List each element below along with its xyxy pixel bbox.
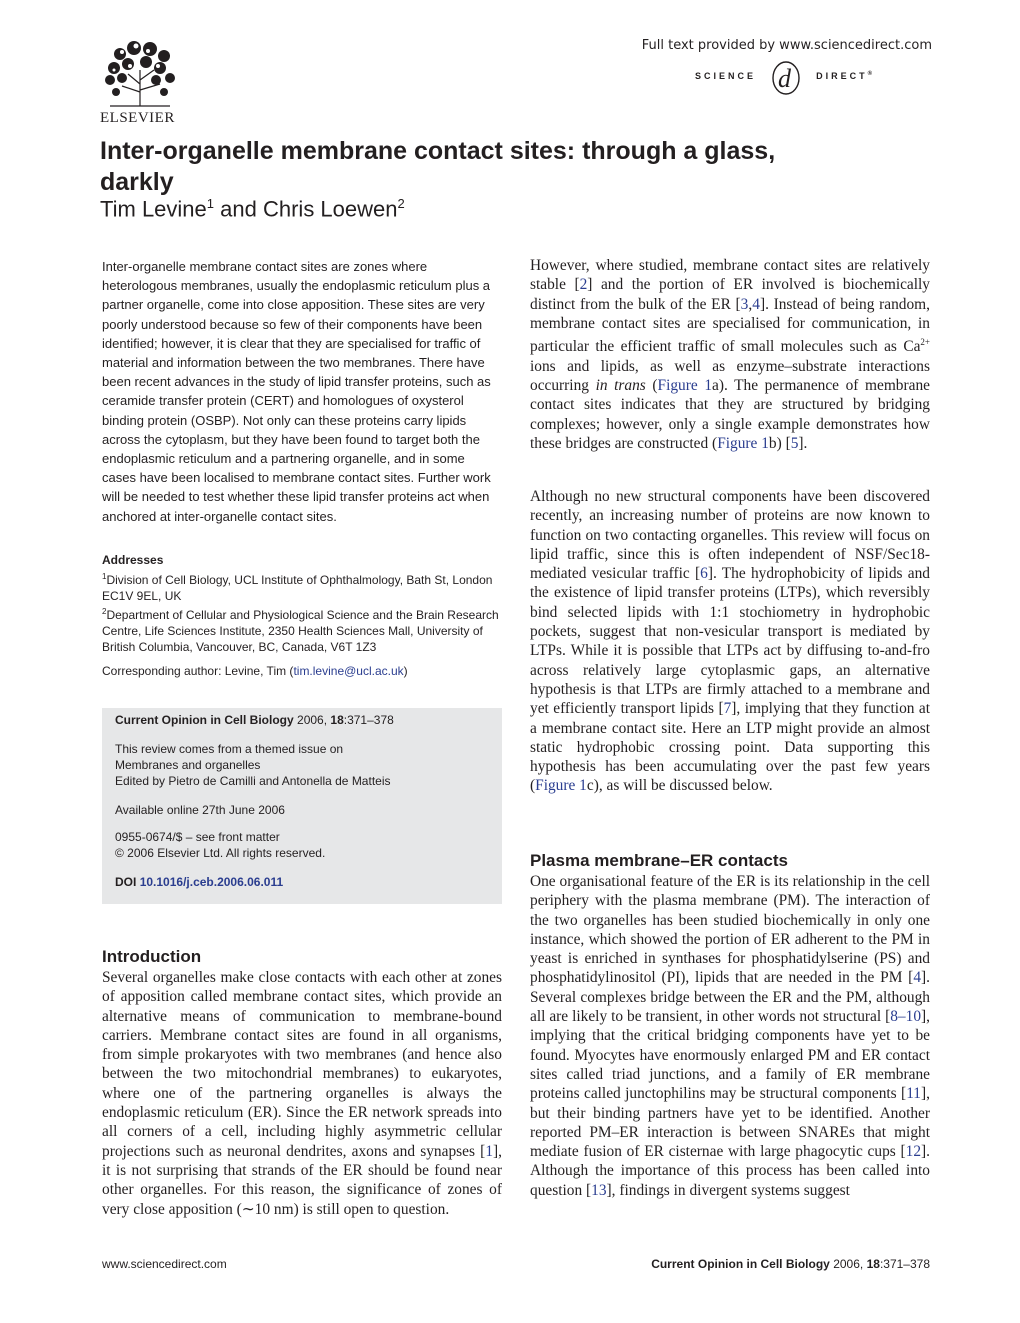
- journal-year: 2006,: [297, 713, 328, 727]
- abstract: Inter-organelle membrane contact sites are zones where heterologous membranes, usually the endoplasmic reticulum plus a partner organelle, come into close apposition. These sites are very poorly understood because so few of their components have been identified; however, it is clear that they are specialised for traffic of material and information between the two membranes. There have been recent advances in the study of lipid transfer proteins, such as ceramide transfer protein (CERT) and homologues of oxysterol binding protein (OSBP). Not only can these proteins carry lipids across the cytoplasm, but they have been found to target both the endoplasmic reticulum and a partnering organelle, and in some cases have been localised to membrane contact sites. Further work will be needed to test whether these lipid transfer proteins act when anchored at inter-organelle contact sites.: [102, 259, 491, 524]
- body-text: c), as will be discussed below.: [586, 777, 773, 795]
- available-online: Available online 27th June 2006: [115, 803, 285, 817]
- footer-website[interactable]: www.sciencedirect.com: [102, 1257, 227, 1271]
- body-text: ]. The hydrophobicity of lipids and the existence of lipid transfer proteins (LTPs), which reversibly bind selected lipids with 1:1 stochiometry in hydrophobic pockets, suggest that non-vesicular transport is mediated by LTPs. While it is possible that LTPs act by diffusing to-and-fro across relatively large cytoplasmic gaps, an alternative hypothesis is that LTPs are firmly attached to a membrane and yet efficiently transport lipids [: [530, 565, 930, 718]
- footer-citation: [651, 1257, 930, 1271]
- body-paragraph: [530, 872, 930, 1200]
- address-text: Division of Cell Biology, UCL Institute of Ophthalmology, Bath St, London EC1V 9EL, UK: [102, 573, 493, 603]
- doi-link[interactable]: 10.1016/j.ceb.2006.06.011: [139, 875, 284, 889]
- reference-link[interactable]: 13: [591, 1181, 607, 1199]
- elsevier-tree-icon: [100, 40, 180, 108]
- footer-journal: Current Opinion in Cell Biology: [651, 1257, 830, 1271]
- body-text: ], implying that they function at a membrane contact site. Here an LTP might provide an almost static hydrophobic crossing point. Data supporting this hypothesis has been accumulating over the past few years (: [530, 700, 931, 795]
- copyright-line: © 2006 Elsevier Ltd. All rights reserved.: [115, 846, 326, 860]
- themed-issue-topic: Membranes and organelles: [115, 758, 261, 772]
- sd-logo-direct: [816, 71, 875, 81]
- addresses-heading: Addresses: [102, 553, 164, 567]
- body-text: Although no new structural components have been discovered recently, an increasing number of proteins are now known to function on two contacting organelles. This review will focus on lipid traffic, since this is often independent of NSF/Sec18-mediated vesicular traffic [: [530, 488, 930, 583]
- superscript: 2+: [920, 337, 930, 348]
- themed-issue-line: This review comes from a themed issue on: [115, 742, 344, 756]
- addresses: [102, 552, 502, 655]
- author-affiliation-marker: 2: [397, 196, 405, 211]
- body-text: a). The permanence of membrane contact sites indicates that they are structured by bridging complexes; however, only a single example demonstrates how these bridges are constructed (: [530, 376, 930, 452]
- reference-link[interactable]: 1: [485, 1142, 494, 1160]
- journal-pages: :371–378: [343, 713, 394, 727]
- body-paragraph: [530, 487, 930, 796]
- body-text: (: [645, 376, 658, 394]
- fulltext-notice[interactable]: Full text provided by www.sciencedirect.com: [641, 38, 932, 53]
- reference-link[interactable]: 11: [906, 1085, 922, 1103]
- address-marker: 1: [102, 572, 107, 581]
- journal-citation: [115, 712, 490, 728]
- figure-link[interactable]: Figure 1: [717, 434, 769, 452]
- body-text: ], findings in divergent systems suggest: [606, 1181, 850, 1199]
- elsevier-wordmark: ELSEVIER: [100, 110, 175, 126]
- reference-link[interactable]: 7: [723, 700, 732, 718]
- address-marker: 2: [102, 607, 107, 616]
- body-text: ]. Although the importance of this process has been called into question [: [530, 1143, 930, 1199]
- address-item: [102, 604, 502, 655]
- reference-link[interactable]: 4: [913, 969, 922, 987]
- address-item: [102, 569, 502, 604]
- doi-label: DOI: [115, 875, 137, 889]
- figure-link[interactable]: Figure 1: [657, 376, 713, 394]
- introduction-paragraph: [102, 968, 502, 1219]
- reference-link[interactable]: 12: [905, 1143, 922, 1161]
- author-affiliation-marker: 1: [206, 196, 215, 211]
- body-text: ], it is not surprising that strands of the ER should be found near other organelles. For this reason, the significance of zones of very close apposition (∼10 nm) is still open to question.: [102, 1142, 502, 1218]
- reference-link[interactable]: 2: [579, 276, 588, 294]
- corresponding-author: [102, 663, 502, 679]
- journal-name: Current Opinion in Cell Biology: [115, 713, 294, 727]
- body-text: b) [: [768, 434, 791, 452]
- body-text: ] and the portion of ER involved is biochemically distinct from the bulk of the ER [: [530, 276, 931, 313]
- sd-logo-glyph: d: [778, 64, 791, 93]
- body-text: ]. Several complexes bridge between the ER and the PM, although all are likely to be transient, in other words not structural [: [530, 969, 930, 1026]
- body-text: However, where studied, membrane contact sites are relatively stable [: [530, 257, 930, 294]
- body-text: ]. Instead of being random, membrane contact sites are specialised for communication, in particular the efficient traffic of small molecules such as Ca: [530, 295, 930, 356]
- body-text: One organisational feature of the ER is its relationship in the cell periphery with the plasma membrane (PM). The interaction of the two organelles has been studied biochemically in only one instance, which showed the portion of ER adherent to the PM in yeast is enriched in synthases for phosphatidylserine (PS) and phosphatidylinositol (PI), lipids that are needed in the PM [: [530, 873, 930, 987]
- journal-volume: 18: [330, 713, 344, 727]
- body-text: ], but their binding partners have yet to be identified. Another reported PM–ER interaction is between SNAREs that might mediate fusion of ER cisternae with large phagocytic cups [: [530, 1085, 930, 1161]
- author-name: Tim Levine: [100, 196, 207, 222]
- body-text: ].: [798, 434, 808, 452]
- article-info-box: [102, 708, 502, 904]
- sd-logo-glyph-icon: [769, 58, 803, 98]
- body-text: Several organelles make close contacts with each other at zones of apposition called membrane contact sites, which provide an alternative means of communication to membrane-bound carriers. Membrane contact sites are found in all organisms, from simple prokaryotes with two membranes (and hence also between the two mitochondrial membranes) to eukaryotes, where one of the partnering organelles is always the endoplasmic reticulum (ER). Since the ER network spreads into all corners of a cell, including highly asymmetric cellular projections such as neuronal dendrites, axons and synapses [: [102, 969, 502, 1160]
- reference-link[interactable]: 5: [790, 434, 799, 452]
- article-title: Inter-organelle membrane contact sites: through a glass, darkly: [100, 137, 776, 196]
- sd-logo-mark: ®: [867, 71, 875, 77]
- author-list: [100, 196, 405, 222]
- reference-link[interactable]: 8–10: [890, 1008, 922, 1026]
- body-paragraph: [530, 256, 930, 453]
- themed-issue-editors: Edited by Pietro de Camilli and Antonella de Matteis: [115, 774, 391, 788]
- sd-logo-direct-text: DIRECT: [816, 71, 868, 81]
- reference-link[interactable]: 3: [740, 295, 749, 313]
- author-connector: and: [220, 196, 257, 222]
- footer-pages: :371–378: [879, 1257, 930, 1271]
- body-text: ], implying that the critical bridging components have yet to be found. Myocytes have enormously enlarged PM and ER contact sites called triad junctions, and a family of ER membrane proteins called junctophilins may be structural components [: [530, 1008, 930, 1103]
- emphasis-text: in trans: [595, 376, 646, 394]
- reference-link[interactable]: 4: [752, 295, 760, 313]
- body-text: ,: [748, 295, 753, 313]
- corresponding-suffix: ): [403, 664, 408, 678]
- doi-line: [115, 874, 490, 890]
- reference-link[interactable]: 6: [700, 565, 708, 583]
- sciencedirect-logo[interactable]: [695, 60, 875, 100]
- section-heading-pm-er: Plasma membrane–ER contacts: [530, 851, 788, 870]
- body-text: ions and lipids, as well as enzyme–substrate interactions occurring: [530, 357, 930, 394]
- corresponding-prefix: Corresponding author: Levine, Tim (: [102, 664, 294, 678]
- issn-line: 0955-0674/$ – see front matter: [115, 830, 280, 844]
- corresponding-email-link[interactable]: tim.levine@ucl.ac.uk: [293, 664, 404, 678]
- address-text: Department of Cellular and Physiological Science and the Brain Research Centre, Life Sciences Institute, 2350 Health Sciences Mall, University of British Columbia, Vancouver, BC, Canada, V6T 1Z3: [102, 608, 499, 654]
- footer-volume: 18: [866, 1257, 880, 1271]
- figure-link[interactable]: Figure 1: [535, 777, 587, 795]
- footer-year: 2006,: [833, 1257, 864, 1271]
- author-name: Chris Loewen: [262, 196, 398, 222]
- elsevier-logo: [100, 40, 186, 130]
- introduction-heading: Introduction: [102, 947, 202, 966]
- sd-logo-science: SCIENCE: [695, 71, 757, 81]
